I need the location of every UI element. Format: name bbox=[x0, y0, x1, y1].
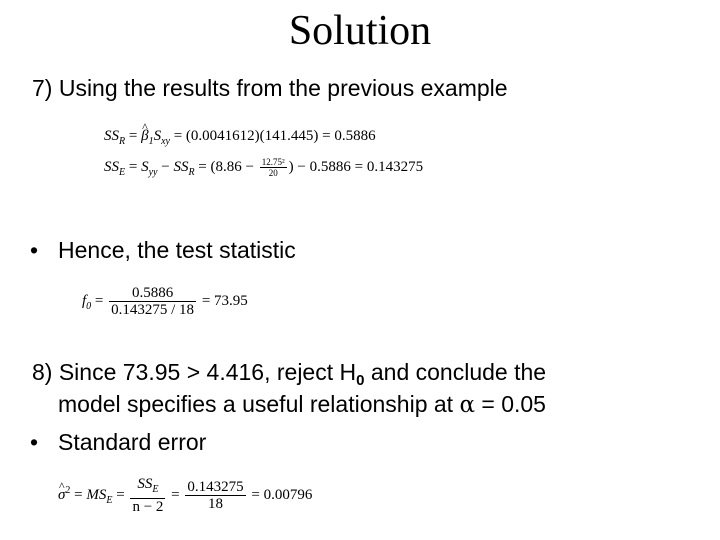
slide-title: Solution bbox=[288, 8, 432, 54]
sse-frac-den: 20 bbox=[268, 168, 278, 178]
sigma-frac1-den: n − 2 bbox=[132, 499, 164, 515]
beta-hat: ^ β bbox=[141, 127, 148, 145]
bullet-marker: • bbox=[30, 237, 39, 263]
f0-lhs-sub: 0 bbox=[86, 300, 92, 312]
sigma-frac1-num-wrap bbox=[130, 476, 165, 499]
sse-paren-open: = (8.86 − bbox=[194, 158, 258, 175]
bullet-text: Hence, the test statistic bbox=[58, 237, 296, 263]
alpha-symbol: α bbox=[459, 392, 475, 418]
bullet-standard-error bbox=[30, 428, 206, 456]
sigma-rhs: = 0.00796 bbox=[247, 486, 313, 503]
sse-fraction bbox=[260, 157, 287, 178]
bullet-text-2: Standard error bbox=[58, 429, 207, 455]
ssr-eq1: = bbox=[125, 128, 142, 144]
step-8-text-c: model specifies a useful relationship at bbox=[58, 391, 460, 417]
bullet-marker-2: • bbox=[30, 429, 39, 455]
sse-minus: − bbox=[157, 158, 174, 175]
sigma-eq2: = bbox=[112, 486, 129, 503]
sigma-frac1-num: SS bbox=[137, 476, 153, 492]
f0-eq1: = bbox=[91, 292, 108, 309]
f0-den: 0.143275 / 18 bbox=[111, 302, 195, 318]
step-8-line-2 bbox=[58, 390, 546, 419]
syy: S bbox=[141, 158, 149, 175]
ssr-lhs-sub: R bbox=[119, 136, 126, 147]
ssr-equation bbox=[104, 127, 376, 151]
sse-rhs: ) − 0.5886 = 0.143275 bbox=[288, 158, 424, 175]
sxy: S bbox=[153, 128, 162, 144]
f0-rhs: = 73.95 bbox=[198, 292, 248, 309]
h0-subscript: 0 bbox=[356, 372, 365, 389]
f0-num: 0.5886 bbox=[109, 285, 196, 302]
sigma-equation bbox=[58, 476, 312, 515]
step-8-text-a: 8) Since 73.95 > 4.416, reject H bbox=[32, 359, 357, 385]
sse-eq1: = bbox=[125, 158, 142, 175]
f0-equation bbox=[82, 285, 248, 318]
f0-fraction bbox=[109, 285, 196, 318]
step-7-text: 7) Using the results from the previous example bbox=[32, 75, 508, 101]
step-8-text-d: = 0.05 bbox=[475, 391, 546, 417]
sse-ssr: SS bbox=[173, 158, 189, 175]
sigma-fraction-2 bbox=[185, 479, 245, 512]
ssr-lhs: SS bbox=[104, 128, 119, 144]
ssr-rhs: = (0.0041612)(141.445) = 0.5886 bbox=[169, 128, 376, 144]
sigma-sup: 2 bbox=[65, 484, 71, 496]
sse-frac-num: 12.75² bbox=[261, 157, 285, 167]
sse-lhs: SS bbox=[104, 158, 119, 175]
sigma-eq3: = bbox=[167, 486, 184, 503]
sigma-fraction-1 bbox=[130, 476, 165, 515]
sigma-frac2-den: 18 bbox=[208, 496, 224, 512]
mse: MS bbox=[86, 486, 107, 503]
sigma-frac1-num-sub: E bbox=[152, 484, 159, 495]
bullet-test-statistic bbox=[30, 236, 296, 264]
sigma-frac2-num: 0.143275 bbox=[187, 479, 244, 495]
step-8-text-b: and conclude the bbox=[364, 359, 547, 385]
mse-sub: E bbox=[106, 494, 113, 506]
sigma-hat: ^ σ bbox=[58, 486, 65, 504]
sxy-sub: xy bbox=[161, 136, 170, 147]
sigma-eq1: = bbox=[70, 486, 87, 503]
sse-equation bbox=[104, 157, 423, 182]
f0-lhs: f bbox=[82, 292, 87, 309]
syy-sub: yy bbox=[148, 166, 158, 178]
sse-lhs-sub: E bbox=[119, 166, 126, 178]
sse-ssr-sub: R bbox=[188, 166, 195, 178]
beta-sub: 1 bbox=[148, 136, 154, 147]
